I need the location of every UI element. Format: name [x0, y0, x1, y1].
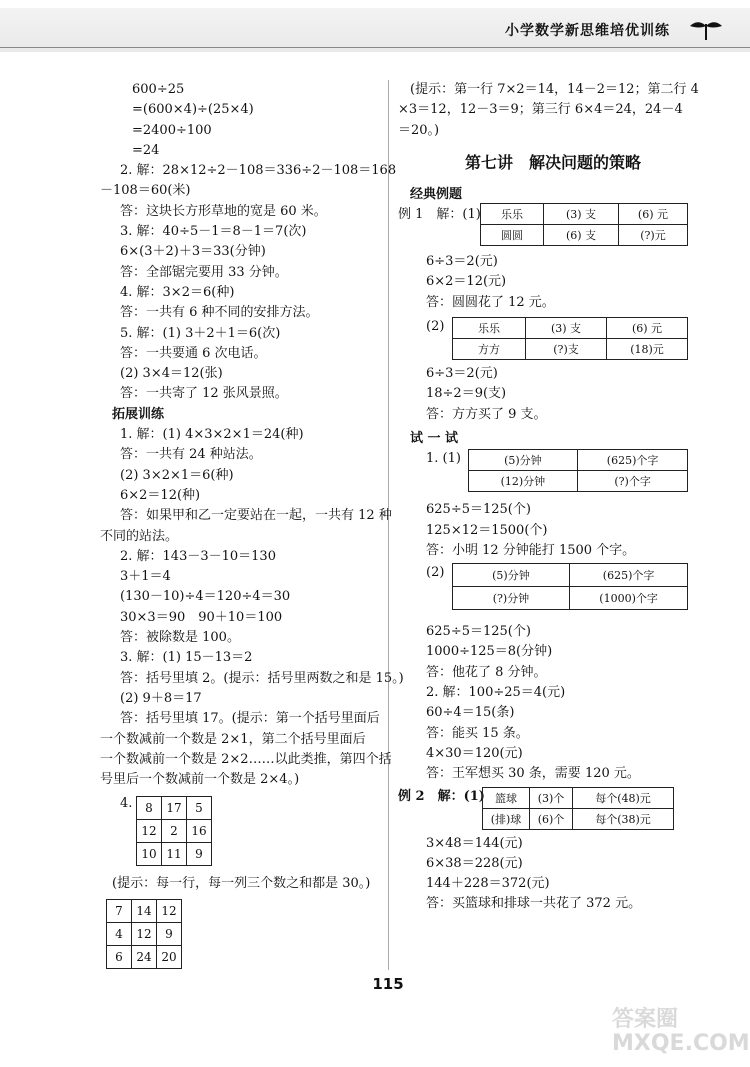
calc-line: 答：圆圆花了 12 元。 [426, 294, 555, 310]
grid-cell: 24 [132, 945, 157, 968]
answer-line: 3＋1＝4 [120, 569, 171, 585]
table-cell: (?)个字 [578, 471, 688, 492]
table-cell: (排)球 [483, 808, 530, 829]
table-cell: 乐乐 [481, 204, 544, 225]
example-label: 例 1 解：(1) [398, 207, 481, 223]
table-cell: (3)个 [530, 787, 573, 808]
page-number: 115 [372, 975, 404, 993]
table-cell: (625)个字 [578, 450, 688, 471]
answer-line: (2) 9＋8＝17 [120, 690, 202, 706]
example-1-part-2-row [398, 317, 688, 360]
answer-line: 答：如果甲和乙一定要站在一起，一共有 12 种 [120, 508, 392, 524]
answer-line: (2) 3×4＝12(张) [120, 366, 223, 382]
header-title: 小学数学新思维培优训练 [505, 23, 670, 39]
answer-line: 答：被除数是 100。 [120, 630, 240, 646]
calc-line: 6×2＝12(元) [426, 274, 507, 290]
answer-line: 答：一共寄了 12 张风景照。 [120, 386, 288, 402]
part-label: (2) [426, 319, 445, 335]
grid-cell: 10 [137, 843, 162, 866]
example-1-row [398, 205, 688, 246]
magic-square-2-block [106, 899, 380, 969]
calc-line: =2400÷100 [132, 122, 212, 138]
answer-line: 2. 解：143－3－10＝130 [120, 548, 276, 564]
table-cell: (5)分钟 [468, 450, 578, 471]
calc-line: 625÷5＝125(个) [426, 624, 531, 640]
grid-cell: 20 [157, 945, 182, 968]
table-cell: (?)支 [526, 339, 607, 360]
grid-cell: 2 [162, 820, 187, 843]
calc-line: 1000÷125＝8(分钟) [426, 644, 553, 660]
calc-line: 600÷25 [132, 82, 185, 97]
magic-square-1-block [120, 796, 380, 866]
example-2-row [398, 787, 688, 830]
watermark-logo [612, 1008, 750, 1056]
answer-line: 6×(3＋2)＋3＝33(分钟) [120, 244, 266, 260]
table-example-1b [452, 317, 688, 360]
calc-line: 答：能买 15 条。 [426, 725, 529, 741]
grid-cell: 7 [107, 899, 132, 922]
answer-line: (2) 3×2×1＝6(种) [120, 467, 234, 483]
example-label: 例 2 解：(1) [398, 788, 485, 804]
answer-line: 30×3＝90 90＋10＝100 [120, 609, 283, 625]
hint-line: (提示：每一行，每一列三个数之和都是 30。) [112, 876, 371, 892]
table-cell: (6) 支 [544, 225, 619, 246]
table-cell: (1000)个字 [570, 587, 688, 610]
table-cell: (6) 元 [618, 204, 687, 225]
table-cell: (?)元 [618, 225, 687, 246]
magic-square-2 [106, 899, 182, 969]
answer-line: 一个数减前一个数是 2×2……以此类推，第四个括 [100, 751, 392, 767]
grid-cell: 9 [187, 843, 212, 866]
table-cell: (6)个 [530, 808, 573, 829]
calc-line: 2. 解：100÷25＝4(元) [426, 685, 566, 701]
calc-line: 答：买篮球和排球一共花了 372 元。 [426, 896, 642, 912]
answer-line: 答：括号里填 17。(提示：第一个括号里面后 [120, 711, 380, 727]
grid-cell: 6 [107, 945, 132, 968]
table-try-1b [452, 563, 688, 610]
answer-line: 4. 解：3×2＝6(种) [120, 284, 235, 300]
chapter-title: 第七讲 解决问题的策略 [464, 152, 641, 172]
calc-line: 答：小明 12 分钟能打 1500 个字。 [426, 542, 636, 558]
table-cell: (?)分钟 [452, 587, 569, 610]
table-try-1a [468, 449, 688, 492]
part-label: 1. (1) [426, 451, 461, 467]
part-label: (2) [426, 565, 445, 581]
table-example-2 [482, 787, 674, 830]
grid-cell: 14 [132, 899, 157, 922]
answer-line: 1. 解：(1) 4×3×2×1＝24(种) [120, 427, 304, 443]
table-cell: 每个(48)元 [573, 787, 674, 808]
sprout-icon [688, 18, 724, 42]
table-cell: (625)个字 [570, 564, 688, 587]
hint-line: ＝20。) [398, 122, 440, 138]
answer-line: 答：这块长方形草地的宽是 60 米。 [120, 203, 327, 219]
calc-line: 答：王军想买 30 条，需要 120 元。 [426, 766, 640, 782]
calc-line: 6÷3＝2(元) [426, 366, 498, 382]
grid-cell: 11 [162, 843, 187, 866]
grid-cell: 12 [157, 899, 182, 922]
try-1-part-2-row [398, 563, 688, 610]
table-cell: (18)元 [607, 339, 688, 360]
answer-line: 一个数减前一个数是 2×1，第二个括号里面后 [100, 731, 366, 747]
grid-cell: 4 [107, 922, 132, 945]
grid-cell: 9 [157, 922, 182, 945]
table-cell: 乐乐 [453, 318, 526, 339]
table-cell: 圆圆 [481, 225, 544, 246]
calc-line: 625÷5＝125(个) [426, 502, 531, 518]
left-column [100, 80, 404, 969]
grid-cell: 17 [162, 797, 187, 820]
answer-line: 不同的站法。 [100, 528, 179, 544]
section-heading-expand: 拓展训练 [112, 406, 165, 422]
section-heading-try: 试 一 试 [410, 430, 459, 446]
answer-line: 答：一共有 6 种不同的安排方法。 [120, 305, 319, 321]
grid-cell: 8 [137, 797, 162, 820]
grid-cell: 12 [132, 922, 157, 945]
answer-line: 号里后一个数减前一个数是 2×4。) [100, 772, 300, 788]
calc-line: 144＋228＝372(元) [426, 876, 550, 892]
answer-line: (130－10)÷4＝120÷4＝30 [120, 589, 291, 605]
answer-line: 答：全部锯完要用 33 分钟。 [120, 264, 288, 280]
answer-line: －108＝60(米) [100, 183, 191, 199]
answer-line: 6×2＝12(种) [120, 487, 201, 503]
table-cell: 篮球 [483, 787, 530, 808]
answer-line: 答：一共要通 6 次电话。 [120, 345, 267, 361]
calc-line: 18÷2＝9(支) [426, 386, 507, 402]
question-number: 4. [120, 796, 133, 812]
grid-cell: 5 [187, 797, 212, 820]
answer-line: 3. 解：40÷5－1＝8－1＝7(次) [120, 224, 307, 240]
hint-line: ×3＝12，12－3＝9；第三行 6×4＝24，24－4 [398, 102, 683, 118]
table-cell: 每个(38)元 [573, 808, 674, 829]
table-cell: 方方 [453, 339, 526, 360]
answer-line: 3. 解：(1) 15－13＝2 [120, 650, 253, 666]
watermark-line: MXQE.COM [612, 1031, 750, 1056]
try-1-row [398, 449, 688, 492]
watermark-line: 答案圈 [612, 1007, 679, 1032]
table-cell: (6) 元 [607, 318, 688, 339]
answer-line: 5. 解：(1) 3＋2＋1＝6(次) [120, 325, 281, 341]
calc-line: =(600×4)÷(25×4) [132, 102, 254, 118]
calc-line: 答：方方买了 9 支。 [426, 406, 547, 422]
table-cell: (5)分钟 [452, 564, 569, 587]
header-rule [0, 47, 750, 48]
calc-line: 6×38＝228(元) [426, 855, 523, 871]
answer-line: 2. 解：28×12÷2－108＝336÷2－108＝168 [120, 163, 397, 179]
table-cell: (12)分钟 [468, 471, 578, 492]
hint-line: (提示：第一行 7×2＝14，14－2＝12；第二行 4 [410, 82, 699, 97]
calc-line: =24 [132, 142, 160, 158]
calc-line: 4×30＝120(元) [426, 745, 523, 761]
section-heading-classic: 经典例题 [410, 186, 463, 202]
answer-line: 答：一共有 24 种站法。 [120, 447, 262, 463]
magic-square-1 [136, 796, 212, 866]
grid-cell: 12 [137, 820, 162, 843]
calc-line: 3×48＝144(元) [426, 835, 523, 851]
calc-line: 答：他花了 8 分钟。 [426, 664, 547, 680]
calc-line: 60÷4＝15(条) [426, 705, 515, 721]
table-example-1a [480, 203, 688, 246]
answer-line: 答：括号里填 2。(提示：括号里两数之和是 15。) [120, 670, 404, 686]
calc-line: 6÷3＝2(元) [426, 254, 498, 270]
table-cell: (3) 支 [544, 204, 619, 225]
right-column [398, 80, 699, 915]
table-cell: (3) 支 [526, 318, 607, 339]
grid-cell: 16 [187, 820, 212, 843]
calc-line: 125×12＝1500(个) [426, 522, 548, 538]
